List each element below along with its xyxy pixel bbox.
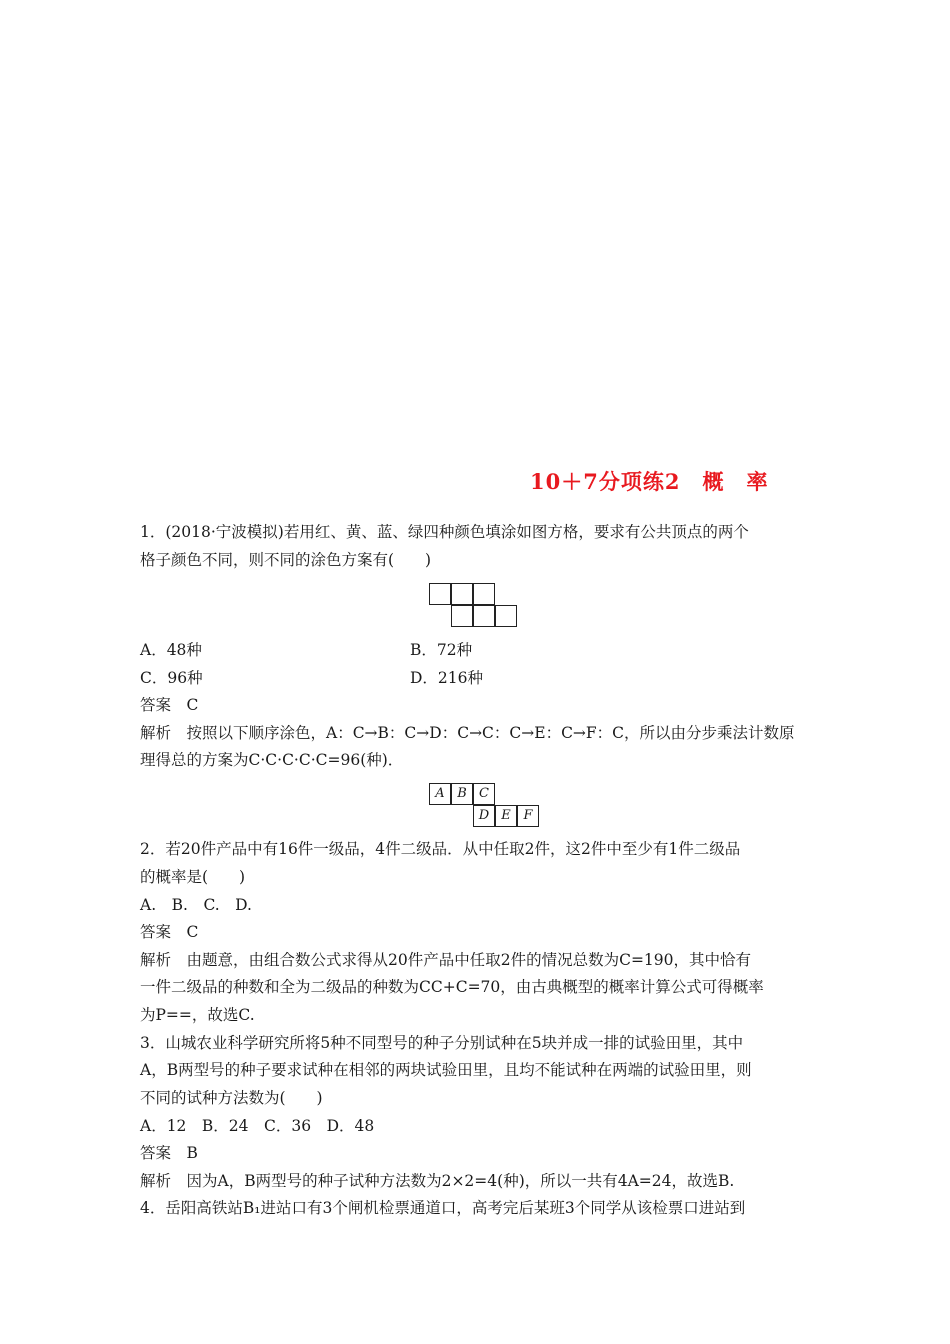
q3-options: A．12 B．24 C．36 D．48 <box>140 1117 375 1135</box>
q2-text-line2: 的概率是( ) <box>140 868 246 886</box>
grid-cell <box>473 605 495 627</box>
grid-cell-c: C <box>473 783 495 805</box>
grid-cell-d: D <box>473 805 495 827</box>
q2-analysis-line1: 解析 由题意，由组合数公式求得从20件产品中任取2件的情况总数为C=190，其中恰有 <box>140 951 752 969</box>
q1-option-b: B．72种 <box>410 641 473 659</box>
q1-text-line1: 1．(2018·宁波模拟)若用红、黄、蓝、绿四种颜色填涂如图方格，要求有公共顶点的两个 <box>140 523 749 541</box>
grid-cell <box>429 583 451 605</box>
q2-options: A. B. C. D. <box>140 896 252 914</box>
q2-text-line1: 2．若20件产品中有16件一级品，4件二级品．从中任取2件，这2件中至少有1件二级品 <box>140 840 741 858</box>
q1-answer: 答案 C <box>140 696 199 714</box>
grid-cell <box>451 583 473 605</box>
grid-cell-e: E <box>495 805 517 827</box>
grid-cell-b: B <box>451 783 473 805</box>
q3-text-line3: 不同的试种方法数为( ) <box>140 1089 323 1107</box>
q2-analysis-line3: 为P==，故选C. <box>140 1006 255 1024</box>
page-title: 10＋7分项练2 概 率 <box>530 469 769 494</box>
q1-analysis-line2: 理得总的方案为C·C·C·C·C=96(种)． <box>140 751 404 769</box>
q1-analysis-line1: 解析 按照以下顺序涂色，A：C→B：C→D：C→C：C→E：C→F：C，所以由分步乘法计数原 <box>140 724 795 742</box>
q3-text-line2: A，B两型号的种子要求试种在相邻的两块试验田里，且均不能试种在两端的试验田里，则 <box>140 1061 752 1079</box>
q3-analysis-line1: 解析 因为A，B两型号的种子试种方法数为2×2=4(种)，所以一共有4A=24，故选B. <box>140 1172 735 1190</box>
grid-cell <box>473 583 495 605</box>
q3-answer: 答案 B <box>140 1144 198 1162</box>
q1-blank-grid <box>429 583 523 631</box>
q1-option-a: A．48种 <box>140 641 202 659</box>
q3-text-line1: 3．山城农业科学研究所将5种不同型号的种子分别试种在5块并成一排的试验田里，其中 <box>140 1034 744 1052</box>
grid-cell <box>451 605 473 627</box>
q4-text-line1: 4．岳阳高铁站B₁进站口有3个闸机检票通道口，高考完后某班3个同学从该检票口进站到 <box>140 1199 746 1217</box>
grid-cell-a: A <box>429 783 451 805</box>
grid-cell <box>495 605 517 627</box>
q1-labeled-grid <box>429 783 533 831</box>
q1-text-line2: 格子颜色不同，则不同的涂色方案有( ) <box>140 551 432 569</box>
q1-option-c: C．96种 <box>140 669 203 687</box>
grid-cell-f: F <box>517 805 539 827</box>
q2-answer: 答案 C <box>140 923 199 941</box>
q2-analysis-line2: 一件二级品的种数和全为二级品的种数为CC+C=70，由古典概型的概率计算公式可得概率 <box>140 978 764 996</box>
q1-option-d: D．216种 <box>410 669 484 687</box>
